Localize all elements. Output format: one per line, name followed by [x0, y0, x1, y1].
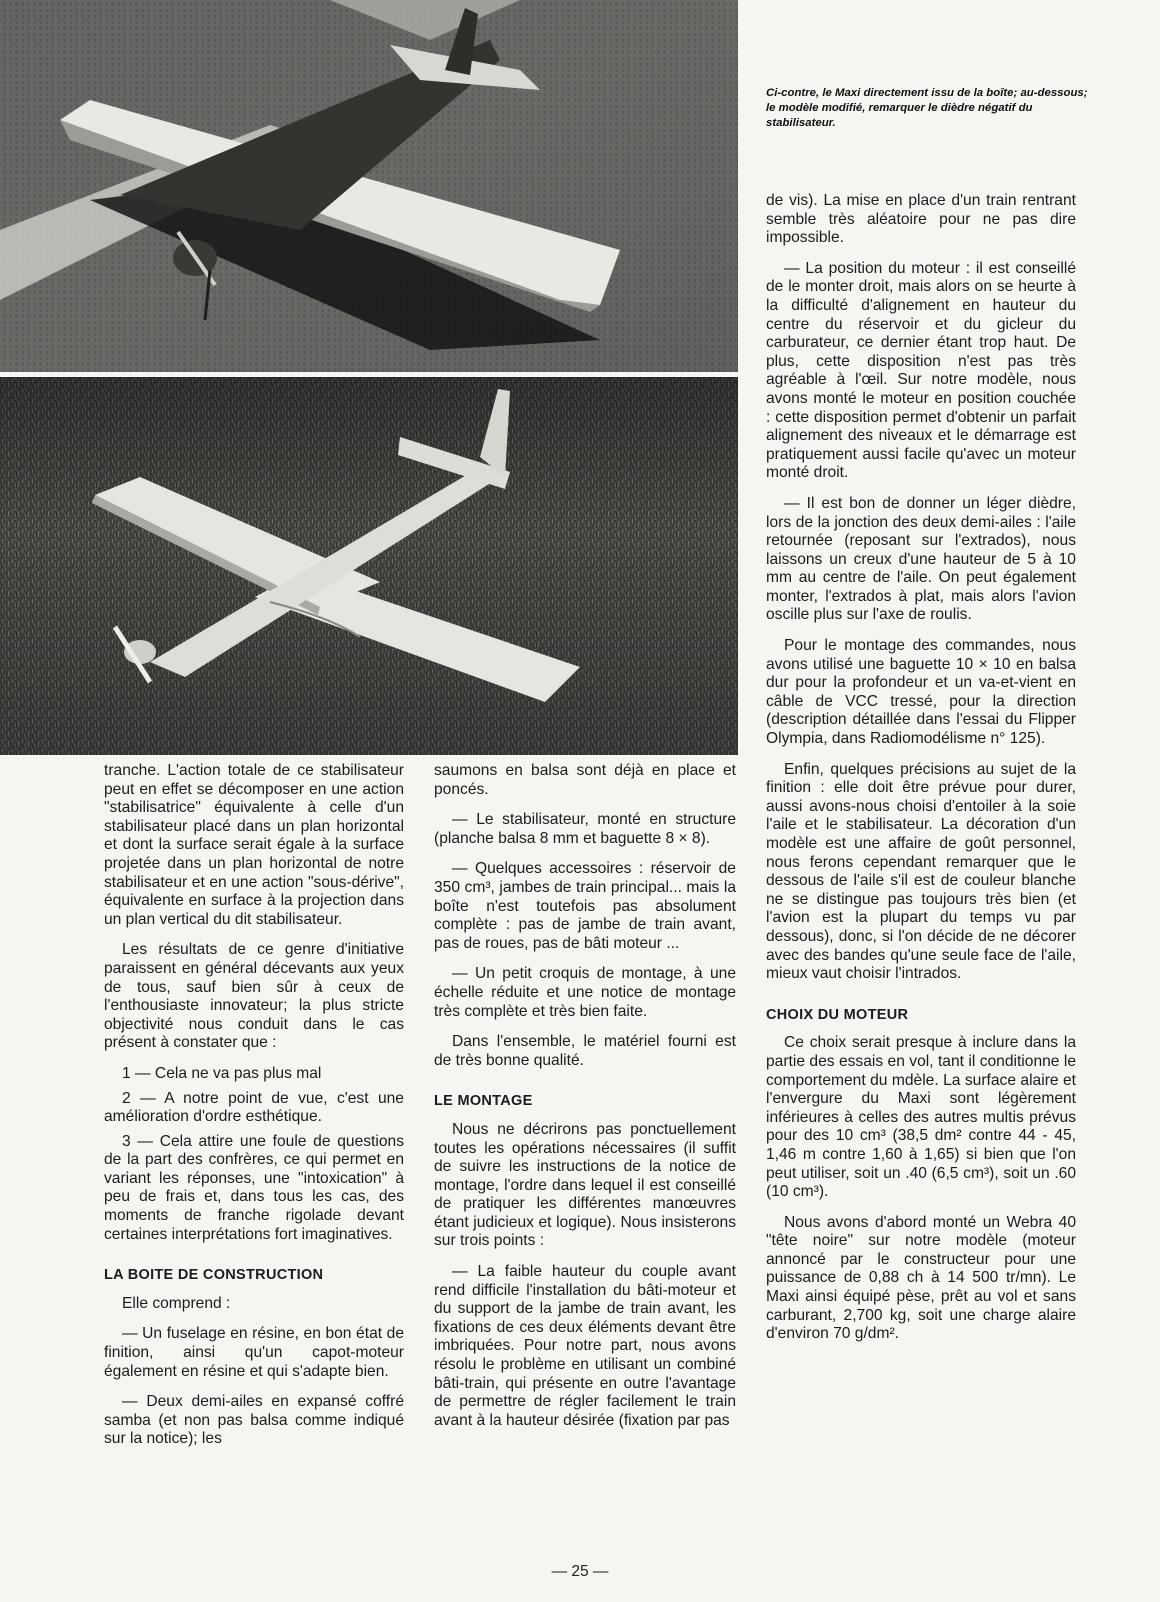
paragraph: Nous ne décrirons pas ponctuellement toutes les opérations nécessaires (il suffit de suivre les instructions de la notice de montage, l'ordre dans lequel il est conseillé de pratiquer les différentes manœuvres étant judicieux et logique). Nous insisterons sur trois points :	[434, 1120, 736, 1250]
paragraph: Enfin, quelques précisions au sujet de la finition : elle doit être prévue pour durer, aussi avons-nous choisi d'entoiler à la soie l'aile et le stabilisateur. La décoration d'un modèle est une affaire de goût personnel, nous ferons cependant remarquer que le dessous de l'aile s'il est de couleur blanche ne se distingue pas toujours très bien (et l'avion est la plupart du temps vu par dessous), donc, si l'on décide de ne décorer avec des bandes qu'une seule face de l'aile, mieux vaut choisir l'intrados.	[766, 760, 1076, 983]
section-heading: LE MONTAGE	[434, 1093, 533, 1110]
photo-caption: Ci-contre, le Maxi directement issu de la boîte; au-dessous; le modèle modifié, remarquer le dièdre négatif du stabilisateur.	[766, 87, 1088, 129]
paragraph: Elle comprend :	[122, 1294, 231, 1312]
photo-maxi-modified	[0, 377, 738, 755]
paragraph: tranche. L'action totale de ce stabilisateur peut en effet se décomposer en une action "stabilisatrice" équivalente à celle d'un stabilisateur placé dans un plan horizontal et dont la surface serait égale à la surface projetée dans un plan horizontal de notre stabilisateur et en une action "sous-dérive", équivalente en surface à la projection dans un plan vertical du dit stabilisateur.	[104, 762, 404, 928]
paragraph: — Il est bon de donner un léger dièdre, lors de la jonction des deux demi-ailes : l'aile retournée (reposant sur l'extrados), nous laissons un creux d'une hauteur de 5 à 10 mm au centre de l'aile. On peut également monter, l'extrados à plat, mais alors l'avion oscille plus sur l'axe de roulis.	[766, 494, 1076, 624]
paragraph: — Un petit croquis de montage, à une échelle réduite et une notice de montage très complète et très bien faite.	[434, 965, 736, 1020]
paragraph: saumons en balsa sont déjà en place et poncés.	[434, 762, 736, 798]
paragraph: — La faible hauteur du couple avant rend difficile l'installation du bâti-moteur et du support de la jambe de train avant, les fixations de ces deux éléments devant être imbriquées. Pour notre part, nous avons résolu le problème en utilisant un combiné bâti-train, qui présente en outre l'avantage de permettre de régler facilement le train avant à la hauteur désirée (fixation par pas	[434, 1263, 736, 1429]
paragraph: Les résultats de ce genre d'initiative paraissent en général décevants aux yeux de tous, sauf bien sûr à ceux de l'enthousiaste innovateur; la plus stricte objectivité nous conduit dans le cas présent à constater que :	[104, 941, 404, 1052]
paragraph: — Deux demi-ailes en expansé coffré samba (et non pas balsa comme indiqué sur la notice); les	[104, 1393, 404, 1448]
section-heading: CHOIX DU MOTEUR	[766, 1006, 909, 1023]
paragraph: — Un fuselage en résine, en bon état de finition, ainsi qu'un capot-moteur également en résine et qui s'adapte bien.	[104, 1325, 404, 1380]
paragraph: — Le stabilisateur, monté en structure (planche balsa 8 mm et baguette 8 × 8).	[434, 811, 736, 847]
list-item: 2 — A notre point de vue, c'est une amélioration d'ordre esthétique.	[104, 1089, 404, 1126]
paragraph: — La position du moteur : il est conseillé de le monter droit, mais alors on se heurte à la difficulté d'alignement en hauteur du centre du réservoir et du gicleur du carburateur, ce dernier étant trop haut. De plus, cette disposition n'est pas très agréable à l'œil. Sur notre modèle, nous avons monté le moteur en position couchée : cette disposition permet d'obtenir un parfait alignement des niveaux et le démarrage est pratiquement aussi facile qu'avec un moteur monté droit.	[766, 259, 1076, 482]
list-item: 3 — Cela attire une foule de questions de la part des confrères, ce qui permet en variant les réponses, une "intoxication" à peu de frais et, dans tous les cas, des moments de franche rigolade devant certaines interprétations fort imaginatives.	[104, 1132, 404, 1243]
article-column-left	[104, 762, 404, 1461]
paragraph: Pour le montage des commandes, nous avons utilisé une baguette 10 × 10 en balsa dur pour la profondeur et un va-et-vient en câble de VCC tressé, pour la direction (description détaillée dans l'essai du Flipper Olympia, dans Radiomodélisme n° 125).	[766, 637, 1076, 748]
page-number: — 25 —	[551, 1563, 609, 1580]
photo-maxi-from-box	[0, 0, 738, 372]
paragraph: Nous avons d'abord monté un Webra 40 "tête noire" sur notre modèle (moteur annoncé par le constructeur pour une puissance de 0,88 ch à 14 500 tr/mn). Le Maxi ainsi équipé pèse, prêt au vol et sans carburant, 2,700 kg, soit une charge alaire d'environ 70 g/dm².	[766, 1213, 1076, 1343]
article-column-middle	[434, 762, 736, 1442]
paragraph: Dans l'ensemble, le matériel fourni est de très bonne qualité.	[434, 1033, 736, 1069]
article-column-right	[766, 192, 1076, 1356]
paragraph: de vis). La mise en place d'un train rentrant semble très aléatoire pour ne pas dire impossible.	[766, 192, 1076, 247]
paragraph: Ce choix serait presque à inclure dans la partie des essais en vol, tant il conditionne le comportement du mdèle. La surface alaire et l'envergure du Maxi sont légèrement inférieures à celles des autres multis prévus pour des 10 cm³ (38,5 dm² contre 44 - 45, 1,46 m contre 1,60 à 1,65) si bien que l'on peut utiliser, soit un .40 (6,5 cm³), soit un .60 (10 cm³).	[766, 1034, 1076, 1201]
paragraph: — Quelques accessoires : réservoir de 350 cm³, jambes de train principal... mais la boîte n'est toutefois pas absolument complète : pas de jambe de train avant, pas de roues, pas de bâti moteur ...	[434, 860, 736, 952]
list-item: 1 — Cela ne va pas plus mal	[122, 1064, 322, 1082]
section-heading: LA BOITE DE CONSTRUCTION	[104, 1267, 324, 1284]
